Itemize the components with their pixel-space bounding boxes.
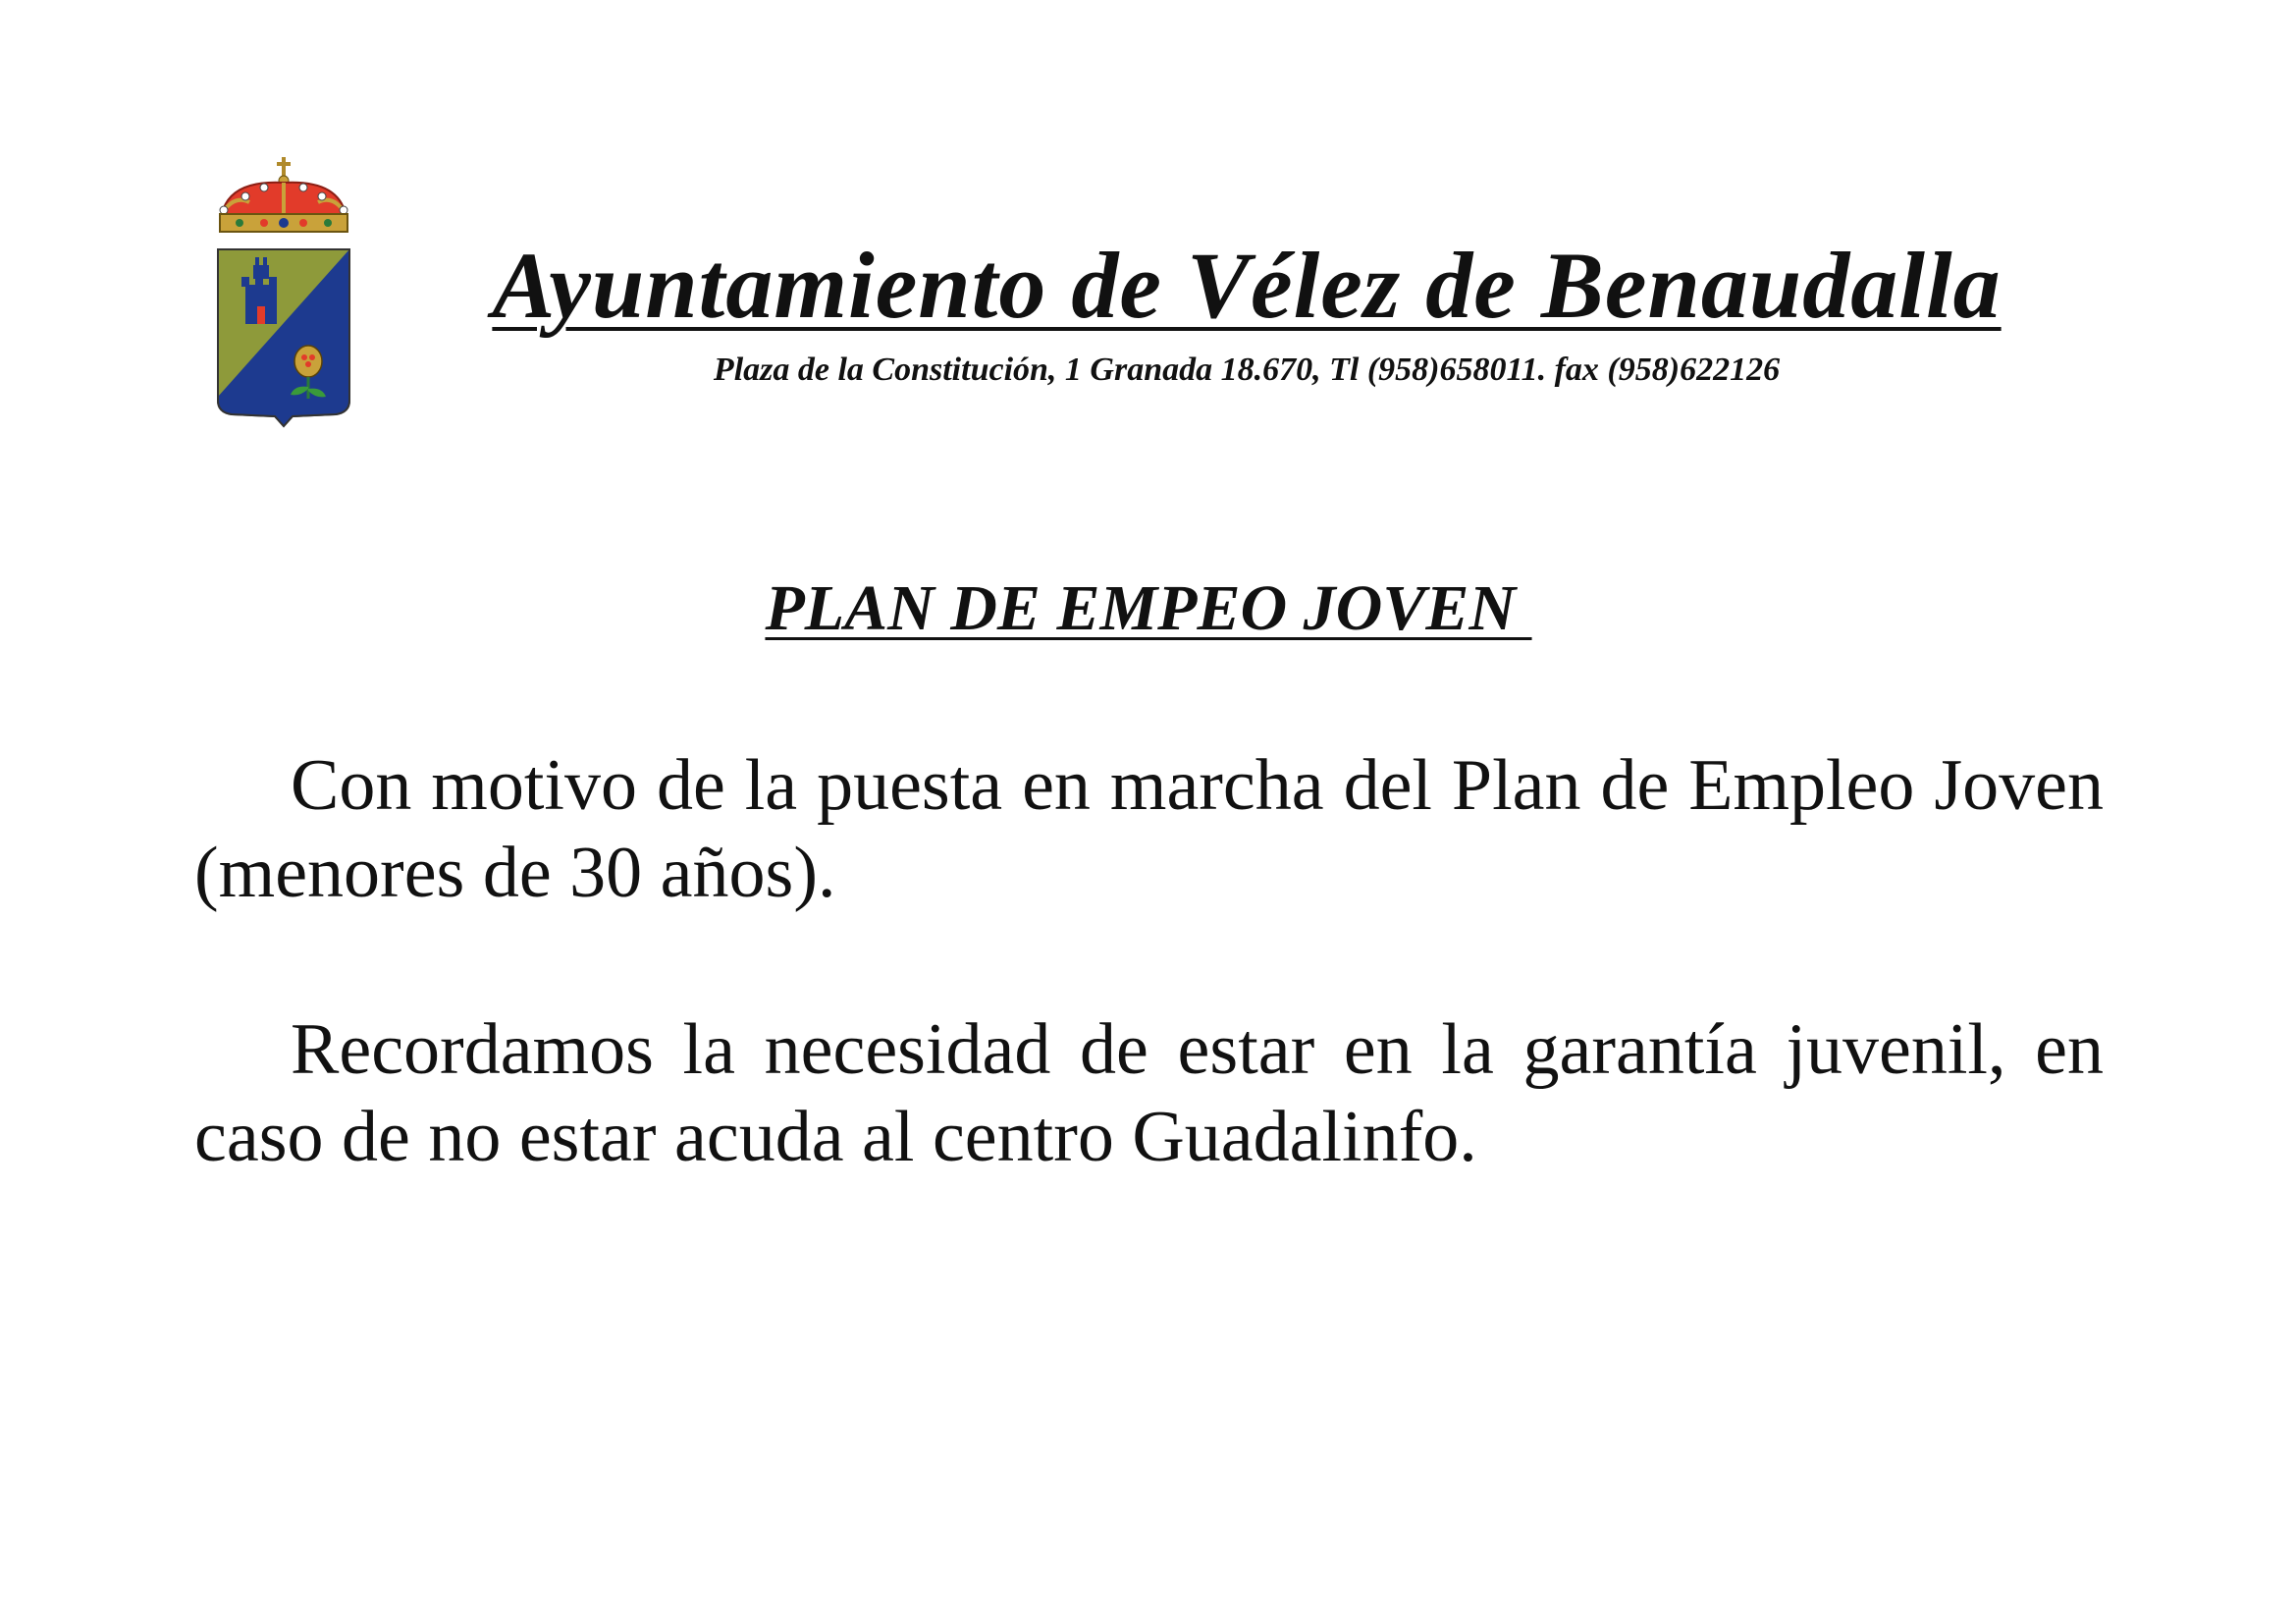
document-title: PLAN DE EMPEO JOVEN	[765, 572, 1532, 644]
municipal-coat-of-arms	[210, 155, 357, 430]
paragraph-youth-guarantee: Recordamos la necesidad de estar en la garantía juvenil, en caso de no estar acuda al centro Guadalinfo.	[194, 1009, 2104, 1177]
organization-address: Plaza de la Constitución, 1 Granada 18.670, Tl (958)658011. fax (958)622126	[713, 352, 1781, 388]
shield-icon	[218, 249, 349, 426]
paragraph-employment-plan: Con motivo de la puesta en marcha del Plan de Empleo Joven (menores de 30 años).	[194, 745, 2104, 913]
organization-name: Ayuntamiento de Vélez de Benaudalla	[492, 233, 2002, 338]
crown-icon	[220, 157, 347, 232]
